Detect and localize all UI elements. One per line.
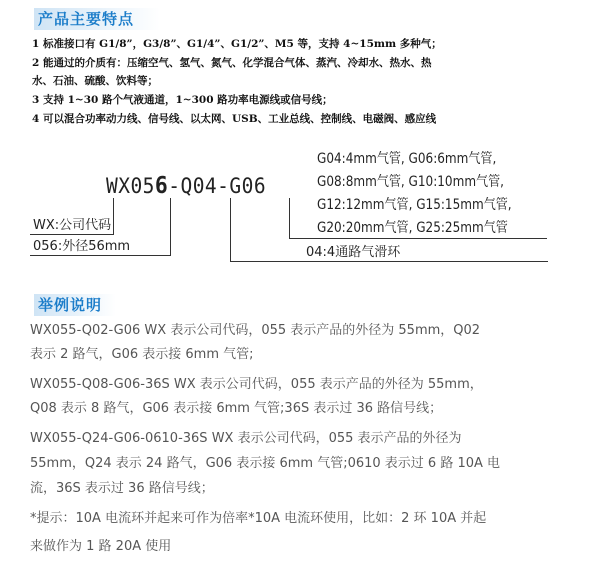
example-line: WX055-Q02-G06 WX 表示公司代码，055 表示产品的外径为 55mm，Q02 [30,323,481,338]
example-line: WX055-Q24-G06-0610-36S WX 表示公司代码，055 表示产品的外径为 [30,431,462,446]
company-code-label: WX:公司代码 [33,218,112,233]
model-code-diagram [0,140,596,290]
fitting-option: G04:4mm气管, G06:6mm气管, [317,151,497,167]
example-line: 55mm，Q24 表示 24 路气，G06 表示接 6mm 气管;0610 表示过 6 路 10A 电 [30,456,501,471]
diameter-label: 056:外径56mm [33,239,131,254]
feature-line: 2 能通过的介质有：压缩空气、氢气、氮气、化学混合气体、蒸汽、冷却水、热水、热 [32,57,432,69]
example-line: 流，36S 表示过 36 路信号线； [30,481,214,496]
connector-line [289,238,547,239]
connector-line [289,198,290,239]
connector-line [30,255,171,256]
connector-line [230,198,231,262]
fitting-option: G12:12mm气管, G15:15mm气管, [317,197,512,213]
note-line: 来做作为 1 路 20A 使用 [30,539,172,554]
feature-line: 4 可以混合功率动力线、信号线、以太网、USB、工业总线、控制线、电磁阀、感应线 [32,113,437,125]
feature-line: 水、石油、硫酸、饮料等； [32,75,158,87]
model-code: WX056-Q04-G06 [106,173,267,199]
example-line: Q08 表示 8 路气，G06 表示接 6mm 气管;36S 表示过 36 路信号线； [30,401,443,416]
example-line: 表示 2 路气，G06 表示接 6mm 气管; [30,347,254,362]
example-line: WX055-Q08-G06-36S WX 表示公司代码，055 表示产品的外径为 55mm， [30,377,483,392]
connector-line [230,261,548,262]
fitting-option: G08:8mm气管, G10:10mm气管, [317,174,504,190]
air-channel-label: 04:4通路气滑环 [306,245,401,260]
feature-line: 1 标准接口有 G1/8”，G3/8”、G1/4”、G1/2”、M5 等，支持 4~15mm 多种气； [32,38,442,50]
connector-line [30,234,114,235]
note-line: *提示：10A 电流环并起来可作为倍率*10A 电流环使用，比如：2 环 10A 并起 [30,511,487,526]
connector-line [113,198,114,235]
features-section-title: 产品主要特点 [34,8,160,30]
connector-line [170,198,171,256]
examples-section-title: 举例说明 [34,294,116,316]
fitting-option: G20:20mm气管, G25:25mm气管 [317,220,508,236]
feature-line: 3 支持 1~30 路个气液通道，1~300 路功率电源线或信号线； [32,94,333,106]
